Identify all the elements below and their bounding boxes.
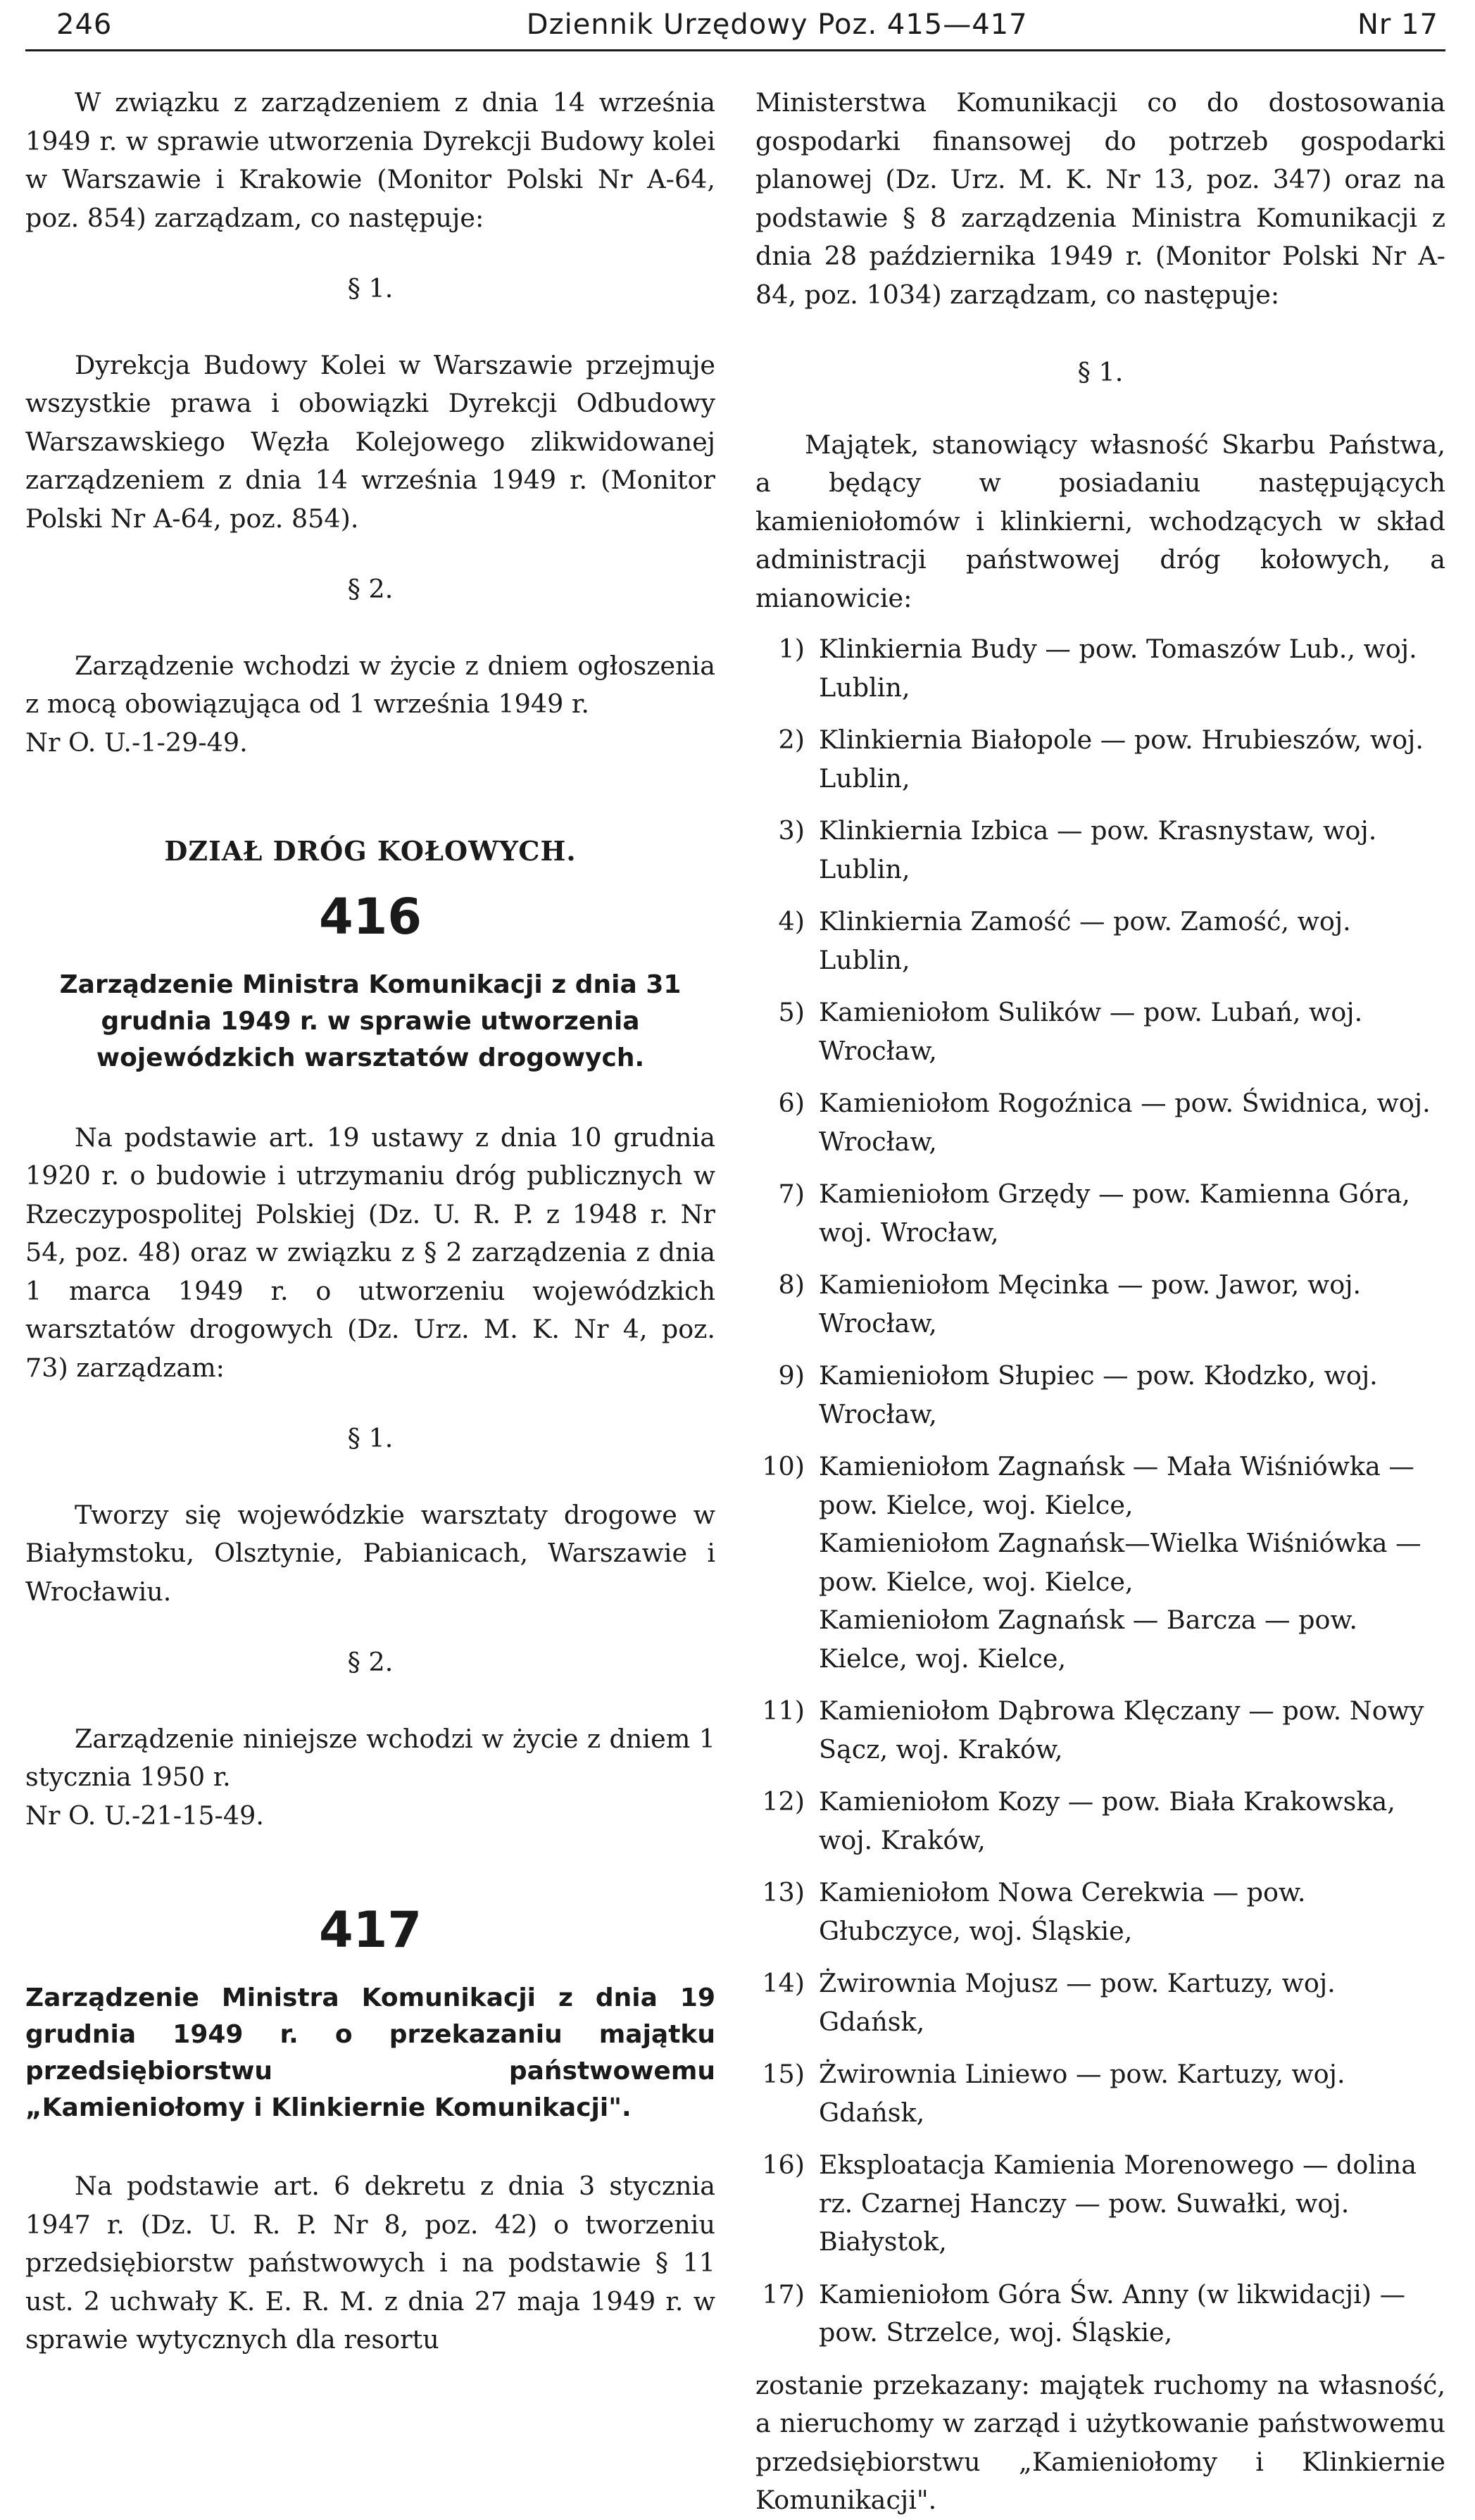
legal-basis-paragraph: Na podstawie art. 6 dekretu z dnia 3 stycznia 1947 r. (Dz. U. R. P. Nr 8, poz. 42) o tworzeniu przedsiębiorstw państwowych i na podstawie § 11 ust. 2 uchwały K. E. R. M. z dnia 27 maja 1949 r. w sprawie wytycznych dla resortu [25, 2171, 715, 2355]
list-item: 14) Żwirownia Mojusz — pow. Kartuzy, woj. Gdańsk, [762, 1968, 1336, 2037]
section-sign: § 1. [347, 273, 394, 303]
text-columns [25, 84, 1445, 2520]
right-column [755, 84, 1445, 2520]
list-item: 4) Klinkiernia Zamość — pow. Zamość, woj. Lublin, [778, 906, 1351, 975]
paragraph-text: Zarządzenie niniejsze wchodzi w życie z dniem 1 stycznia 1950 r. [25, 1723, 715, 1792]
legal-basis-continuation: Ministerstwa Komunikacji co do dostosowania gospodarki finansowej do potrzeb gospodarki planowej (Dz. Urz. M. K. Nr 13, poz. 347) oraz na podstawie § 8 zarządzenia Ministra Komunikacji z dnia 28 października 1949 r. (Monitor Polski Nr A-84, poz. 1034) zarządzam, co następuje: [755, 87, 1445, 310]
paragraph-text: Tworzy się wojewódzkie warsztaty drogowe w Białymstoku, Olsztynie, Pabianicach, Warszawie i Wrocławiu. [25, 1499, 715, 1607]
list-item: 7) Kamieniołom Grzędy — pow. Kamienna Góra, woj. Wrocław, [778, 1179, 1410, 1248]
document-title-417: Zarządzenie Ministra Komunikacji z dnia 19 grudnia 1949 r. o przekazaniu majątku przedsiębiorstwu państwowemu „Kamieniołomy i Klinkiernie Komunikacji". [25, 1983, 715, 2122]
list-item: 3) Klinkiernia Izbica — pow. Krasnystaw, woj. Lublin, [778, 815, 1377, 884]
quarry-list [755, 630, 1445, 2352]
sub-item: Kamieniołom Zagnańsk — Barcza — pow. Kielce, woj. Kielce, [819, 1605, 1357, 1674]
intro-paragraph: W związku z zarządzeniem z dnia 14 września 1949 r. w sprawie utworzenia Dyrekcji Budowy kolei w Warszawie i Krakowie (Monitor Polski Nr A-64, poz. 854) zarządzam, co następuje: [25, 87, 715, 233]
item-number-417: 417 [318, 1901, 422, 1959]
list-item: 5) Kamieniołom Sulików — pow. Lubań, woj. Wrocław, [778, 997, 1363, 1066]
document-title-416: Zarządzenie Ministra Komunikacji z dnia 31 grudnia 1949 r. w sprawie utworzenia wojewódzkich warsztatów drogowych. [59, 970, 682, 1072]
section-sign: § 2. [347, 1647, 394, 1677]
section-sign: § 2. [347, 574, 394, 604]
reference-number: Nr O. U.-1-29-49. [25, 727, 248, 758]
list-item: 15) Żwirownia Liniewo — pow. Kartuzy, woj. Gdańsk, [762, 2059, 1345, 2128]
item-number-416: 416 [318, 887, 422, 946]
journal-title: Dziennik Urzędowy Poz. 415—417 [526, 8, 1028, 41]
list-item: 8) Kamieniołom Męcinka — pow. Jawor, woj. Wrocław, [778, 1270, 1362, 1339]
issue-number: Nr 17 [1357, 8, 1438, 41]
list-item: 9) Kamieniołom Słupiec — pow. Kłodzko, woj. Wrocław, [778, 1360, 1378, 1429]
left-column [25, 84, 715, 2520]
page-header [25, 0, 1445, 51]
paragraph-text: Zarządzenie wchodzi w życie z dniem ogłoszenia z mocą obowiązująca od 1 września 1949 r. [25, 650, 715, 719]
page-number: 246 [56, 8, 113, 41]
list-item: 17) Kamieniołom Góra Św. Anny (w likwidacji) — pow. Strzelce, woj. Śląskie, [762, 2278, 1406, 2347]
legal-basis-paragraph: Na podstawie art. 19 ustawy z dnia 10 grudnia 1920 r. o budowie i utrzymaniu dróg publicznych w Rzeczypospolitej Polskiej (Dz. U. R. P. z 1948 r. Nr 54, poz. 48) oraz w związku z § 2 zarządzenia z dnia 1 marca 1949 r. o utworzeniu wojewódzkich warsztatów drogowych (Dz. Urz. M. K. Nr 4, poz. 73) zarządzam: [25, 1122, 715, 1383]
paragraph-text: Dyrekcja Budowy Kolei w Warszawie przejmuje wszystkie prawa i obowiązki Dyrekcji Odbudowy Warszawskiego Węzła Kolejowego zlikwidowanej zarządzeniem z dnia 14 września 1949 r. (Monitor Polski Nr A-64, poz. 854). [25, 349, 715, 534]
section-sign: § 1. [347, 1423, 394, 1453]
list-item: 10) Kamieniołom Zagnańsk — Mała Wiśniówka — pow. Kielce, woj. Kielce, Kamieniołom Zagnańsk—Wielka Wiśniówka — pow. Kielce, woj. Kielce, Kamieniołom Zagnańsk — Barcza — pow. Kielce, woj. Kielce, [755, 1448, 1445, 1678]
section-sign: § 1. [1077, 357, 1124, 387]
list-item: 1) Klinkiernia Budy — pow. Tomaszów Lub., woj. Lublin, [778, 634, 1417, 703]
list-item: 6) Kamieniołom Rogoźnica — pow. Świdnica, woj. Wrocław, [778, 1088, 1431, 1157]
list-item: 11) Kamieniołom Dąbrowa Klęczany — pow. Nowy Sącz, woj. Kraków, [762, 1695, 1424, 1764]
paragraph-text: Majątek, stanowiący własność Skarbu Państwa, a będący w posiadaniu następujących kamieniołomów i klinkierni, wchodzących w skład administracji państwowej dróg kołowych, a mianowicie: [755, 429, 1445, 613]
closing-paragraph: zostanie przekazany: majątek ruchomy na własność, a nieruchomy w zarząd i użytkowanie państwowemu przedsiębiorstwu „Kamieniołomy i Klinkiernie Komunikacji". [755, 2369, 1445, 2515]
reference-number: Nr O. U.-21-15-49. [25, 1800, 264, 1831]
list-item: 16) Eksploatacja Kamienia Morenowego — dolina rz. Czarnej Hanczy — pow. Suwałki, woj. Białystok, [762, 2150, 1417, 2257]
section-heading: DZIAŁ DRÓG KOŁOWYCH. [164, 835, 577, 867]
list-item: 13) Kamieniołom Nowa Cerekwia — pow. Głubczyce, woj. Śląskie, [762, 1877, 1306, 1946]
sub-item: Kamieniołom Zagnańsk—Wielka Wiśniówka — pow. Kielce, woj. Kielce, [819, 1528, 1421, 1597]
list-item: 2) Klinkiernia Białopole — pow. Hrubieszów, woj. Lublin, [778, 725, 1424, 794]
list-item: 12) Kamieniołom Kozy — pow. Biała Krakowska, woj. Kraków, [762, 1786, 1395, 1855]
